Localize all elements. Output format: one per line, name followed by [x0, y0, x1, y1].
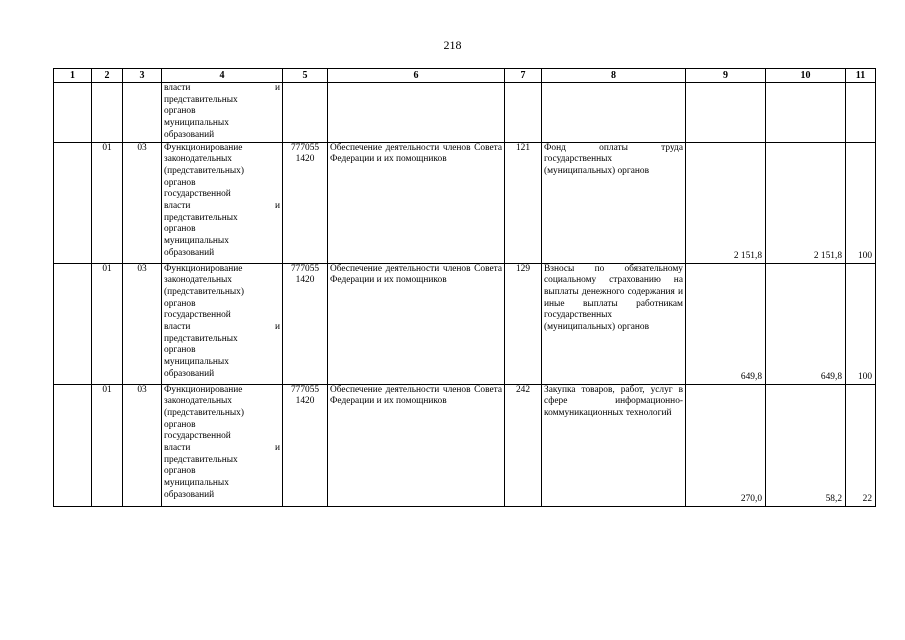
execution-percent: 100	[846, 263, 876, 384]
article-name: Обеспечение деятельности членов Совета Федерации и их помощников	[328, 384, 505, 506]
planned-amount: 2 151,8	[686, 142, 766, 263]
section-code: 01	[92, 263, 123, 384]
expense-type-code: 129	[505, 263, 542, 384]
section-name: Функционирование законодательных (представительных) органов государственной власти и представительных органов муниципальных образований	[162, 142, 283, 263]
target-article-code: 777055 1420	[283, 142, 328, 263]
subsection-code: 03	[123, 142, 162, 263]
table-header-row	[54, 69, 876, 83]
executed-amount: 58,2	[766, 384, 846, 506]
subsection-code: 03	[123, 263, 162, 384]
continuation-section-name: власти и представительных органов муниципальных образований	[162, 83, 283, 143]
budget-table	[53, 68, 876, 507]
header-col-10: 10	[766, 69, 846, 83]
expense-type-name: Фонд оплаты труда государственных (муниципальных) органов	[542, 142, 686, 263]
subsection-code: 03	[123, 384, 162, 506]
header-col-11: 11	[846, 69, 876, 83]
execution-percent: 22	[846, 384, 876, 506]
table-row	[54, 263, 876, 384]
section-code: 01	[92, 384, 123, 506]
executed-amount: 649,8	[766, 263, 846, 384]
header-col-8: 8	[542, 69, 686, 83]
section-name: Функционирование законодательных (представительных) органов государственной власти и представительных органов муниципальных образований	[162, 263, 283, 384]
header-col-4: 4	[162, 69, 283, 83]
article-name: Обеспечение деятельности членов Совета Федерации и их помощников	[328, 142, 505, 263]
section-name: Функционирование законодательных (представительных) органов государственной власти и представительных органов муниципальных образований	[162, 384, 283, 506]
expense-type-code: 242	[505, 384, 542, 506]
header-col-9: 9	[686, 69, 766, 83]
expense-type-code: 121	[505, 142, 542, 263]
header-col-7: 7	[505, 69, 542, 83]
expense-type-name: Закупка товаров, работ, услуг в сфере информационно-коммуникационных технологий	[542, 384, 686, 506]
planned-amount: 270,0	[686, 384, 766, 506]
table-row	[54, 384, 876, 506]
header-col-2: 2	[92, 69, 123, 83]
section-code: 01	[92, 142, 123, 263]
article-name: Обеспечение деятельности членов Совета Федерации и их помощников	[328, 263, 505, 384]
expense-type-name: Взносы по обязательному социальному страхованию на выплаты денежного содержания и иные выплаты работникам государственных (муниципальных) органов	[542, 263, 686, 384]
header-col-6: 6	[328, 69, 505, 83]
page-number: 218	[443, 38, 462, 52]
planned-amount: 649,8	[686, 263, 766, 384]
target-article-code: 777055 1420	[283, 263, 328, 384]
target-article-code: 777055 1420	[283, 384, 328, 506]
table-row	[54, 142, 876, 263]
header-col-3: 3	[123, 69, 162, 83]
table-row-continuation	[54, 83, 876, 143]
header-col-5: 5	[283, 69, 328, 83]
executed-amount: 2 151,8	[766, 142, 846, 263]
header-col-1: 1	[54, 69, 92, 83]
execution-percent: 100	[846, 142, 876, 263]
